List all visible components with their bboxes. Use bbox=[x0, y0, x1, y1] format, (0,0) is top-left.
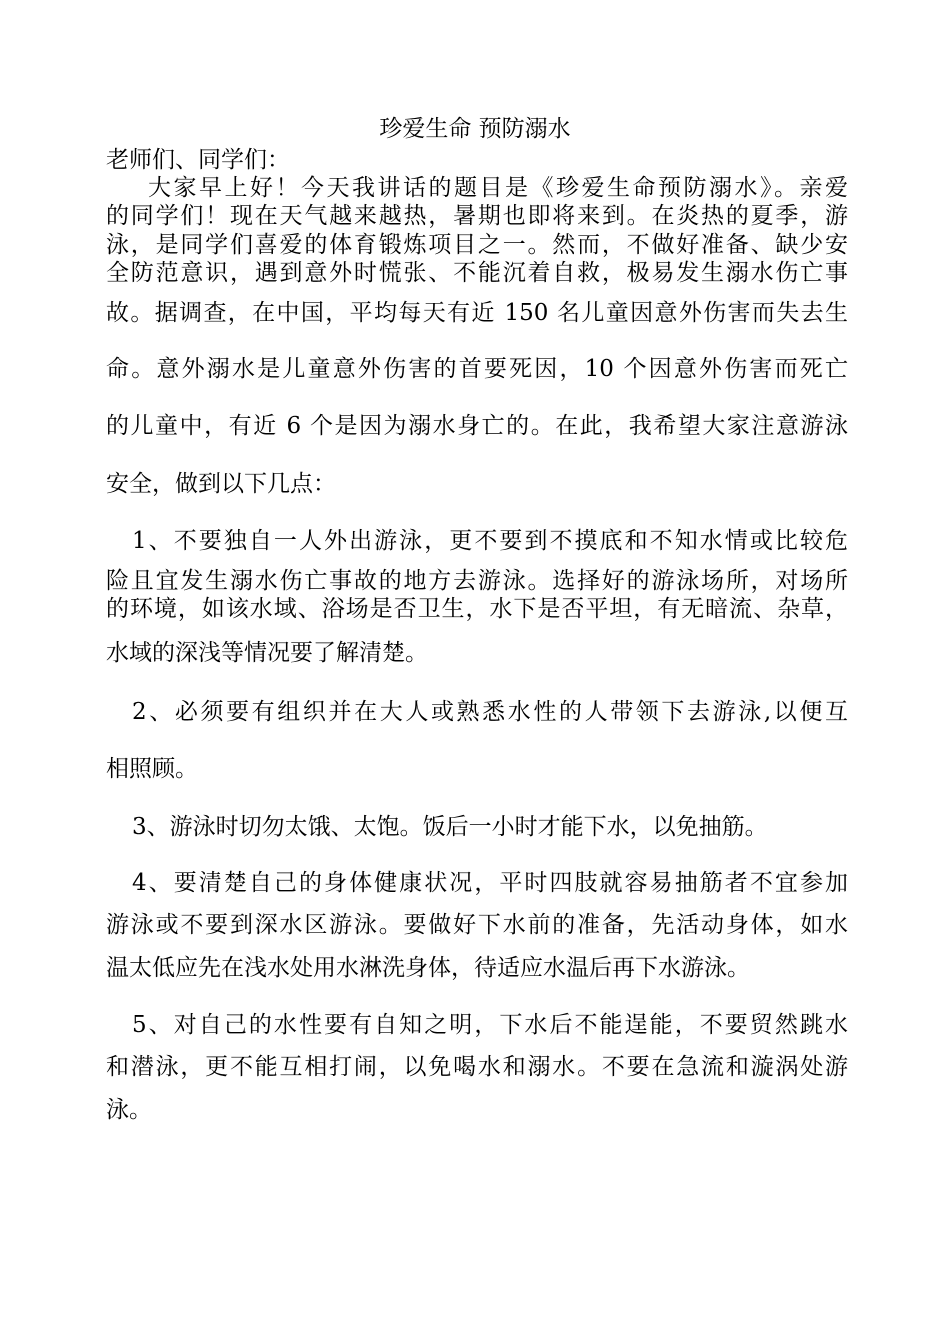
intro-line: 大家早上好！今天我讲话的题目是《珍爱生命预防溺水》。亲爱 bbox=[148, 175, 848, 201]
document-title: 珍爱生命 预防溺水 bbox=[379, 116, 571, 142]
intro-line: 泳，是同学们喜爱的体育锻炼项目之一。然而，不做好准备、缺少安 bbox=[106, 232, 848, 258]
point-5-line: 泳。 bbox=[106, 1097, 152, 1123]
intro-line: 的儿童中，有近 6 个是因为溺水身亡的。在此，我希望大家注意游泳 bbox=[106, 413, 848, 439]
point-1-line: 险且宜发生溺水伤亡事故的地方去游泳。选择好的游泳场所，对场所 bbox=[106, 568, 848, 594]
intro-line: 命。意外溺水是儿童意外伤害的首要死因，10 个因意外伤害而死亡 bbox=[106, 356, 848, 382]
point-5-line: 5、对自己的水性要有自知之明，下水后不能逞能，不要贸然跳水 bbox=[132, 1012, 848, 1038]
salutation: 老师们、同学们： bbox=[106, 147, 290, 173]
point-2-line: 相照顾。 bbox=[106, 756, 198, 782]
point-4-line: 温太低应先在浅水处用水淋洗身体，待适应水温后再下水游泳。 bbox=[106, 955, 750, 981]
point-4-line: 游泳或不要到深水区游泳。要做好下水前的准备，先活动身体，如水 bbox=[106, 912, 848, 938]
point-1-line: 水域的深浅等情况要了解清楚。 bbox=[106, 640, 428, 666]
intro-line: 故。据调查，在中国，平均每天有近 150 名儿童因意外伤害而失去生 bbox=[106, 300, 848, 326]
point-1-line: 1、不要独自一人外出游泳，更不要到不摸底和不知水情或比较危 bbox=[132, 528, 848, 554]
intro-line: 安全，做到以下几点： bbox=[106, 471, 336, 497]
point-5-line: 和潜泳，更不能互相打闹，以免喝水和溺水。不要在急流和漩涡处游 bbox=[106, 1054, 848, 1080]
point-3-line: 3、游泳时切勿太饿、太饱。饭后一小时才能下水，以免抽筋。 bbox=[132, 814, 768, 840]
point-4-line: 4、要清楚自己的身体健康状况，平时四肢就容易抽筋者不宜参加 bbox=[132, 870, 848, 896]
point-1-line: 的环境，如该水域、浴场是否卫生，水下是否平坦，有无暗流、杂草， bbox=[106, 596, 848, 622]
point-2-line: 2、必须要有组织并在大人或熟悉水性的人带领下去游泳,以便互 bbox=[132, 699, 848, 725]
intro-line: 全防范意识，遇到意外时慌张、不能沉着自救，极易发生溺水伤亡事 bbox=[106, 260, 848, 286]
intro-line: 的同学们！现在天气越来越热，暑期也即将来到。在炎热的夏季，游 bbox=[106, 203, 848, 229]
